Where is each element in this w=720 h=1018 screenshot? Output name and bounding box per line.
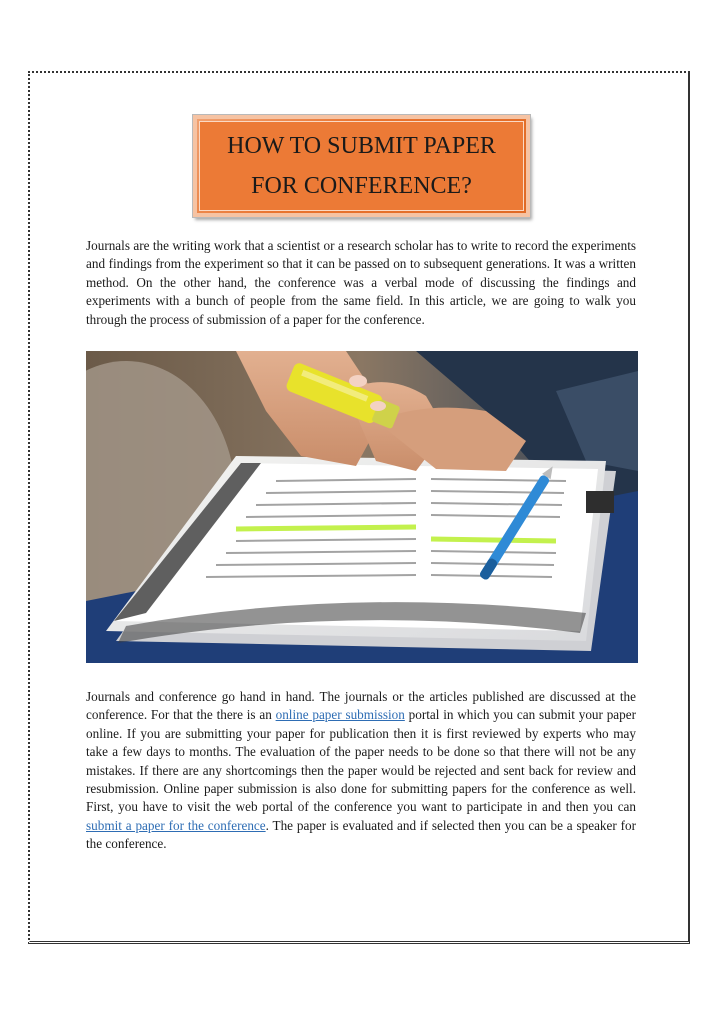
body-text-2: portal in which you can submit your paper online. If you are submitting your paper for publication then it is first reviewed by experts who may take a few days to months. The evaluation of the paper needs to be done so that there will not be any mistakes. If there are any shortcomings then the paper would be rejected and sent back for review and resubmission. Online paper submission is also done for submitting papers for the conference as well. First, you have to visit the web portal of the conference you want to participate in and then you can <box>86 707 636 815</box>
intro-paragraph: Journals are the writing work that a scientist or a research scholar has to write to record the experiments and findings from the experiment so that it can be passed on to subsequent generations. It was a written method. On the other hand, the conference was a verbal mode of discussing the findings and experiments with a bunch of people from the same field. In this article, we are going to walk you through the process of submission of a paper for the conference. <box>86 238 636 327</box>
submit-paper-link[interactable]: submit a paper for the conference <box>86 817 266 833</box>
title-banner <box>193 115 530 217</box>
online-paper-submission-link[interactable]: online paper submission <box>275 707 405 723</box>
body-text-3: . The paper is evaluated and if selected then you can be a speaker for the conference. <box>86 817 636 852</box>
body-text-1: Journals and conference go hand in hand. The journals or the articles published are discussed at the conference. For that the there is an <box>86 689 636 723</box>
title-line-2: FOR CONFERENCE? <box>251 173 472 199</box>
body-paragraph <box>86 688 636 854</box>
highlighting-paper-photo <box>86 351 638 663</box>
title-banner-inner <box>199 121 524 211</box>
title-line-1: HOW TO SUBMIT PAPER <box>227 133 496 159</box>
